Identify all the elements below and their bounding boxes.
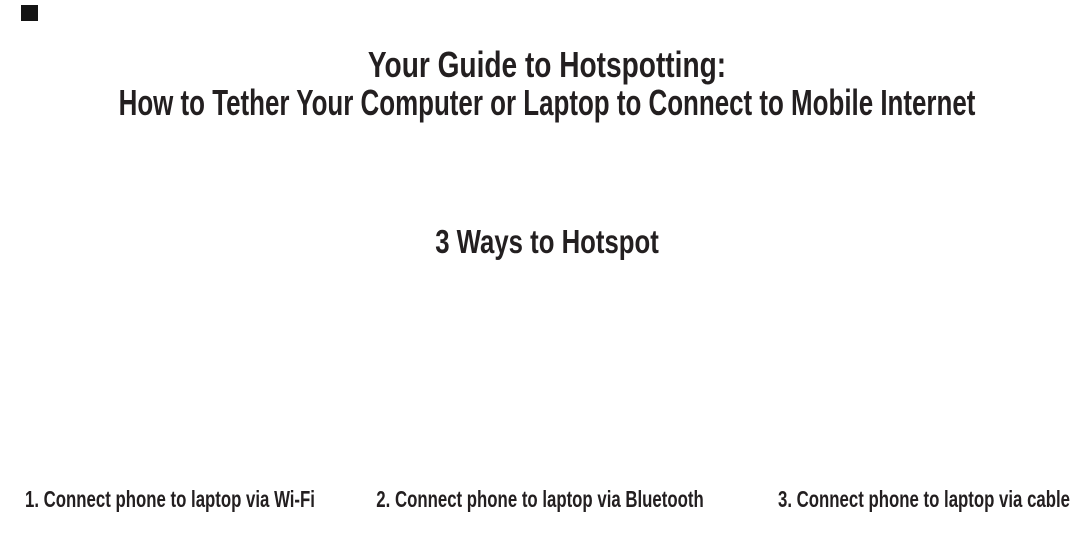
method-item-wifi: 1. Connect phone to laptop via Wi-Fi: [25, 486, 315, 512]
section-heading: 3 Ways to Hotspot: [435, 223, 659, 260]
corner-square-decor: [21, 5, 38, 21]
title-line-1: Your Guide to Hotspotting:: [367, 44, 727, 85]
method-item-cable: 3. Connect phone to laptop via cable: [778, 486, 1070, 512]
title-line-2: How to Tether Your Computer or Laptop to Connect to Mobile Internet: [118, 82, 976, 123]
method-item-bluetooth: 2. Connect phone to laptop via Bluetooth: [376, 486, 704, 512]
